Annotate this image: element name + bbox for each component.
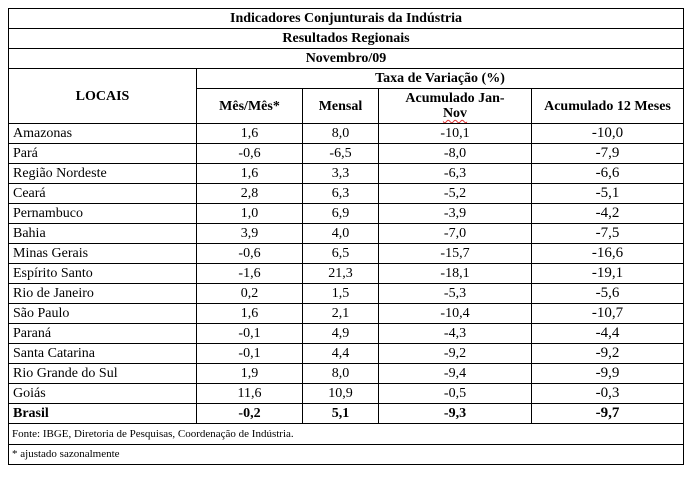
row-acumulado-ano: -5,3	[379, 284, 532, 304]
row-mensal: 8,0	[303, 124, 379, 144]
row-mes-mes: 1,6	[197, 124, 303, 144]
table-row	[9, 324, 684, 344]
row-mensal: 21,3	[303, 264, 379, 284]
row-acumulado-12m: -6,6	[532, 164, 684, 184]
row-mensal: 6,3	[303, 184, 379, 204]
row-acumulado-12m: -5,1	[532, 184, 684, 204]
row-mes-mes: -0,6	[197, 244, 303, 264]
row-acumulado-12m: -4,4	[532, 324, 684, 344]
header-acumulado-jan-nov-line2: Nov	[442, 106, 468, 121]
row-acumulado-12m: -4,2	[532, 204, 684, 224]
table-row	[9, 204, 684, 224]
total-row	[9, 404, 684, 424]
footnote-spacer-2	[379, 445, 532, 465]
row-acumulado-12m: -7,9	[532, 144, 684, 164]
table-row	[9, 184, 684, 204]
table-subtitle: Resultados Regionais	[9, 29, 684, 49]
total-acumulado-ano: -9,3	[379, 404, 532, 424]
source-note: Fonte: IBGE, Diretoria de Pesquisas, Coordenação de Indústria.	[9, 424, 532, 445]
row-mes-mes: -0,1	[197, 344, 303, 364]
footnote-spacer-1	[303, 445, 379, 465]
row-acumulado-ano: -9,2	[379, 344, 532, 364]
title-row-3	[9, 49, 684, 69]
total-mensal: 5,1	[303, 404, 379, 424]
table-period: Novembro/09	[9, 49, 684, 69]
row-local: Rio Grande do Sul	[9, 364, 197, 384]
row-mensal: 6,5	[303, 244, 379, 264]
row-acumulado-ano: -8,0	[379, 144, 532, 164]
header-taxa-variacao: Taxa de Variação (%)	[197, 69, 684, 89]
row-local: Pernambuco	[9, 204, 197, 224]
source-note-spacer	[532, 424, 684, 445]
title-row-2	[9, 29, 684, 49]
table-row	[9, 224, 684, 244]
table-row	[9, 364, 684, 384]
row-mes-mes: -0,6	[197, 144, 303, 164]
row-mes-mes: 1,6	[197, 164, 303, 184]
header-locais: LOCAIS	[9, 69, 197, 124]
row-mes-mes: 1,0	[197, 204, 303, 224]
row-acumulado-ano: -6,3	[379, 164, 532, 184]
row-mensal: 4,9	[303, 324, 379, 344]
row-acumulado-12m: -10,7	[532, 304, 684, 324]
row-mensal: 10,9	[303, 384, 379, 404]
row-acumulado-12m: -0,3	[532, 384, 684, 404]
row-local: Espírito Santo	[9, 264, 197, 284]
indicators-table	[8, 8, 684, 465]
footnote: * ajustado sazonalmente	[9, 445, 303, 465]
row-mes-mes: 0,2	[197, 284, 303, 304]
table-row	[9, 164, 684, 184]
title-row-1	[9, 9, 684, 29]
row-local: Santa Catarina	[9, 344, 197, 364]
row-local: Região Nordeste	[9, 164, 197, 184]
header-mes-mes: Mês/Mês*	[197, 89, 303, 124]
row-local: Pará	[9, 144, 197, 164]
row-acumulado-12m: -7,5	[532, 224, 684, 244]
row-mensal: 2,1	[303, 304, 379, 324]
row-acumulado-ano: -9,4	[379, 364, 532, 384]
row-mes-mes: 2,8	[197, 184, 303, 204]
row-acumulado-ano: -0,5	[379, 384, 532, 404]
table-row	[9, 144, 684, 164]
row-acumulado-12m: -10,0	[532, 124, 684, 144]
row-local: Ceará	[9, 184, 197, 204]
row-mes-mes: 11,6	[197, 384, 303, 404]
row-local: Bahia	[9, 224, 197, 244]
footnote-spacer-3	[532, 445, 684, 465]
header-mensal: Mensal	[303, 89, 379, 124]
row-acumulado-ano: -4,3	[379, 324, 532, 344]
table-row	[9, 284, 684, 304]
header-acumulado-jan-nov-line1: Acumulado Jan-	[405, 91, 505, 106]
row-mes-mes: 3,9	[197, 224, 303, 244]
header-acumulado-jan-nov	[379, 89, 532, 124]
row-acumulado-ano: -10,1	[379, 124, 532, 144]
row-acumulado-12m: -5,6	[532, 284, 684, 304]
row-acumulado-12m: -16,6	[532, 244, 684, 264]
source-row	[9, 424, 684, 445]
total-local: Brasil	[9, 404, 197, 424]
row-local: Minas Gerais	[9, 244, 197, 264]
table-row	[9, 304, 684, 324]
table-row	[9, 384, 684, 404]
row-mes-mes: -1,6	[197, 264, 303, 284]
footnote-row	[9, 445, 684, 465]
row-acumulado-ano: -3,9	[379, 204, 532, 224]
row-acumulado-ano: -7,0	[379, 224, 532, 244]
header-acumulado-12-meses: Acumulado 12 Meses	[532, 89, 684, 124]
row-local: Rio de Janeiro	[9, 284, 197, 304]
row-acumulado-12m: -19,1	[532, 264, 684, 284]
header-row-1	[9, 69, 684, 89]
row-mensal: 4,4	[303, 344, 379, 364]
row-acumulado-ano: -18,1	[379, 264, 532, 284]
table-row	[9, 264, 684, 284]
table-title: Indicadores Conjunturais da Indústria	[9, 9, 684, 29]
row-acumulado-ano: -10,4	[379, 304, 532, 324]
row-mes-mes: -0,1	[197, 324, 303, 344]
row-mensal: -6,5	[303, 144, 379, 164]
row-mensal: 4,0	[303, 224, 379, 244]
total-acumulado-12m: -9,7	[532, 404, 684, 424]
table-row	[9, 344, 684, 364]
row-mensal: 6,9	[303, 204, 379, 224]
indicators-table-frame	[8, 8, 683, 465]
row-acumulado-12m: -9,9	[532, 364, 684, 384]
row-mes-mes: 1,9	[197, 364, 303, 384]
row-acumulado-ano: -15,7	[379, 244, 532, 264]
row-acumulado-12m: -9,2	[532, 344, 684, 364]
total-mes-mes: -0,2	[197, 404, 303, 424]
row-local: São Paulo	[9, 304, 197, 324]
row-mensal: 3,3	[303, 164, 379, 184]
table-row	[9, 124, 684, 144]
row-acumulado-ano: -5,2	[379, 184, 532, 204]
row-local: Goiás	[9, 384, 197, 404]
row-local: Paraná	[9, 324, 197, 344]
table-row	[9, 244, 684, 264]
row-local: Amazonas	[9, 124, 197, 144]
row-mensal: 8,0	[303, 364, 379, 384]
row-mes-mes: 1,6	[197, 304, 303, 324]
row-mensal: 1,5	[303, 284, 379, 304]
